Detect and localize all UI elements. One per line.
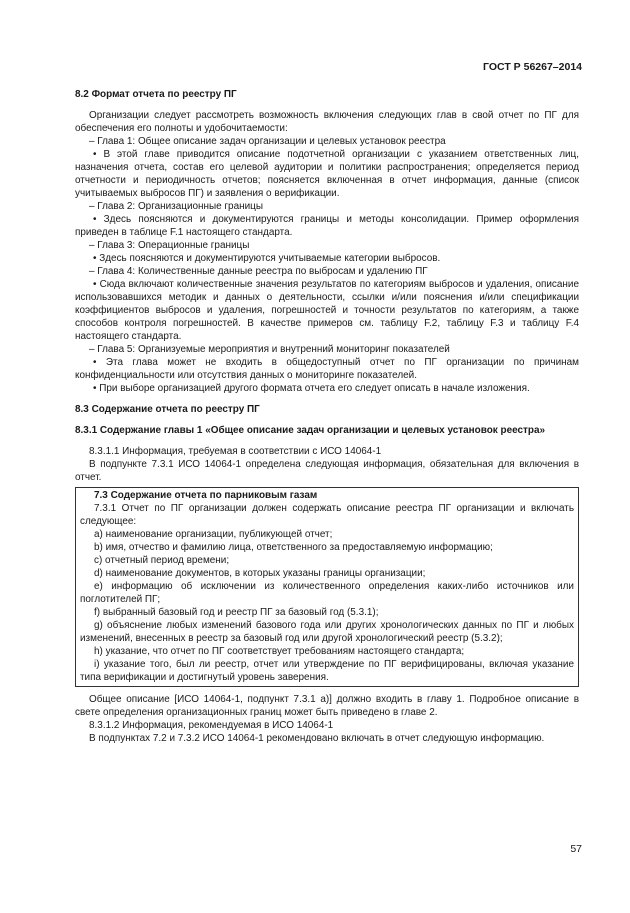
chapter-5-bullet: • Эта глава может не входить в общедоступный отчет по ПГ организации по причинам конфиденциальности или отсутствия данных о мониторинге показателей.	[75, 357, 579, 381]
page-number: 57	[570, 843, 582, 855]
chapter-2-item: – Глава 2: Организационные границы	[89, 201, 263, 212]
paragraph-after-box: Общее описание [ИСО 14064-1, подпункт 7.3.1 а)] должно входить в главу 1. Подробное описание в свете определения организационных границ может быть приведено в главе 2.	[75, 694, 579, 718]
chapter-2-bullet: • Здесь поясняются и документируются границы и методы консолидации. Пример оформления приведен в таблице F.1 настоящего стандарта.	[75, 214, 579, 238]
section-title-8-3: 8.3 Содержание отчета по реестру ПГ	[75, 404, 260, 415]
clause-8-3-1-1-text: В подпункте 7.3.1 ИСО 14064-1 определена следующая информация, обязательная для включения в отчет.	[75, 459, 579, 483]
paragraph-intro: Организации следует рассмотреть возможность включения следующих глав в свой отчет по ПГ для обеспечения его полноты и удобочитаемости:	[75, 110, 579, 134]
list-item: i) указание того, был ли реестр, отчет или утверждение по ПГ верифицированы, включая указание типа верификации и достигнутый уровень заверения.	[80, 659, 574, 683]
list-item: а) наименование организации, публикующей отчет;	[94, 529, 333, 540]
subsection-title-8-3-1: 8.3.1 Содержание главы 1 «Общее описание задач организации и целевых установок реестра»	[75, 425, 546, 436]
document-body	[75, 88, 579, 745]
quoted-standard-box	[75, 487, 579, 687]
standard-header: ГОСТ Р 56267–2014	[483, 61, 582, 73]
box-clause-7-3-1: 7.3.1 Отчет по ПГ организации должен содержать описание реестра ПГ организации и включать следующее:	[80, 503, 574, 527]
list-item: f) выбранный базовый год и реестр ПГ за базовый год (5.3.1);	[94, 607, 379, 618]
list-item: h) указание, что отчет по ПГ соответствует требованиям настоящего стандарта;	[94, 646, 465, 657]
section-title-8-2: 8.2 Формат отчета по реестру ПГ	[75, 89, 237, 100]
chapter-5-bullet: • При выборе организацией другого формата отчета его следует описать в начале изложения.	[93, 383, 530, 394]
list-item: c) отчетный период времени;	[94, 555, 230, 566]
box-title: 7.3 Содержание отчета по парниковым газам	[94, 490, 318, 501]
list-item: b) имя, отчество и фамилию лица, ответственного за предоставляемую информацию;	[94, 542, 493, 553]
chapter-3-item: – Глава 3: Операционные границы	[89, 240, 250, 251]
chapter-3-bullet: • Здесь поясняются и документируются учитываемые категории выбросов.	[93, 253, 441, 264]
chapter-1-item: – Глава 1: Общее описание задач организации и целевых установок реестра	[89, 136, 446, 147]
chapter-4-item: – Глава 4: Количественные данные реестра по выбросам и удалению ПГ	[89, 266, 428, 277]
clause-8-3-1-2-text: В подпунктах 7.2 и 7.3.2 ИСО 14064-1 рекомендовано включать в отчет следующую информацию.	[89, 733, 545, 744]
chapter-1-bullet: • В этой главе приводится описание подотчетной организации с указанием ответственных лиц, назначения отчета, состав его целевой аудитории и политики распространения; определяется период отчетности и периодичность отчетов; поясняется включенная в отчет информация, данные (список учитываемых выбросов ПГ) и заявления о верификации.	[75, 149, 579, 199]
list-item: е) информацию об исключении из количественного определения каких-либо источников или поглотителей ПГ;	[80, 581, 574, 605]
list-item: d) наименование документов, в которых указаны границы организации;	[94, 568, 426, 579]
chapter-5-item: – Глава 5: Организуемые мероприятия и внутренний мониторинг показателей	[89, 344, 450, 355]
list-item: g) объяснение любых изменений базового года или других хронологических данных по ПГ и любых изменений, внесенных в реестр за базовый год или другой хронологический реестр (5.3.2);	[80, 620, 574, 644]
chapter-4-bullet: • Сюда включают количественные значения результатов по категориям выбросов и удаления, описание использовавшихся методик и данных о деятельности, ссылки и/или пояснения и/или спецификации коэффициентов выбросов и удаления, погрешностей и точности результатов по категориям, а также способов контроля погрешностей. В качестве примеров см. таблицу F.2, таблицу F.3 и таблицу F.4 настоящего стандарта.	[75, 279, 579, 342]
clause-8-3-1-1: 8.3.1.1 Информация, требуемая в соответствии с ИСО 14064-1	[89, 446, 382, 457]
clause-8-3-1-2: 8.3.1.2 Информация, рекомендуемая в ИСО 14064-1	[89, 720, 334, 731]
